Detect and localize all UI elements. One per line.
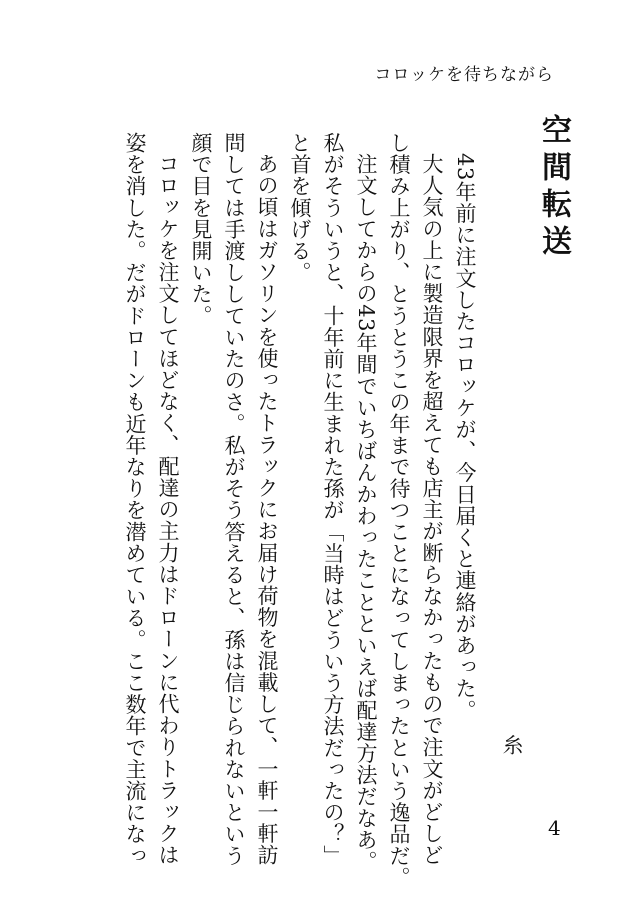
body-line: 大人気の上に製造限界を超えても店主が断らなかったもので注文がどしど [420, 153, 444, 866]
author-name: 糸 [500, 734, 524, 755]
body-line: あの頃はガソリンを使ったトラックにお届け荷物を混載して、一軒一軒訪 [255, 153, 279, 866]
body-line: 43年前に注文したコロッケが、今日届くと連絡があった。 [453, 153, 477, 721]
body-line: コロッケを注文してほどなく、配達の主力はドローンに代わりトラックは [156, 153, 180, 866]
body-line: 姿を消した。だがドローンも近年なりを潜めている。ここ数年で主流になっ [123, 132, 147, 867]
story-title: 空間転送 [536, 114, 571, 262]
body-line: し積み上がり、とうとうこの年まで待つことになってしまったという逸品だ。 [387, 132, 411, 888]
body-line: と首を傾げる。 [288, 132, 312, 284]
body-line: 私がそういうと、十年前に生まれた孫が「当時はどういう方法だったの？」 [321, 132, 345, 867]
body-line: 顔で目を見開いた。 [189, 132, 213, 327]
body-line: 注文してからの43年間でいちばんかわったことといえば配達方法だなあ。 [354, 153, 378, 873]
page-number: 4 [548, 816, 561, 840]
running-header: コロッケを待ちながら [374, 65, 554, 85]
story-body [118, 132, 481, 888]
body-line: 問しては手渡ししていたのさ。私がそう答えると、孫は信じられないという [222, 132, 246, 867]
